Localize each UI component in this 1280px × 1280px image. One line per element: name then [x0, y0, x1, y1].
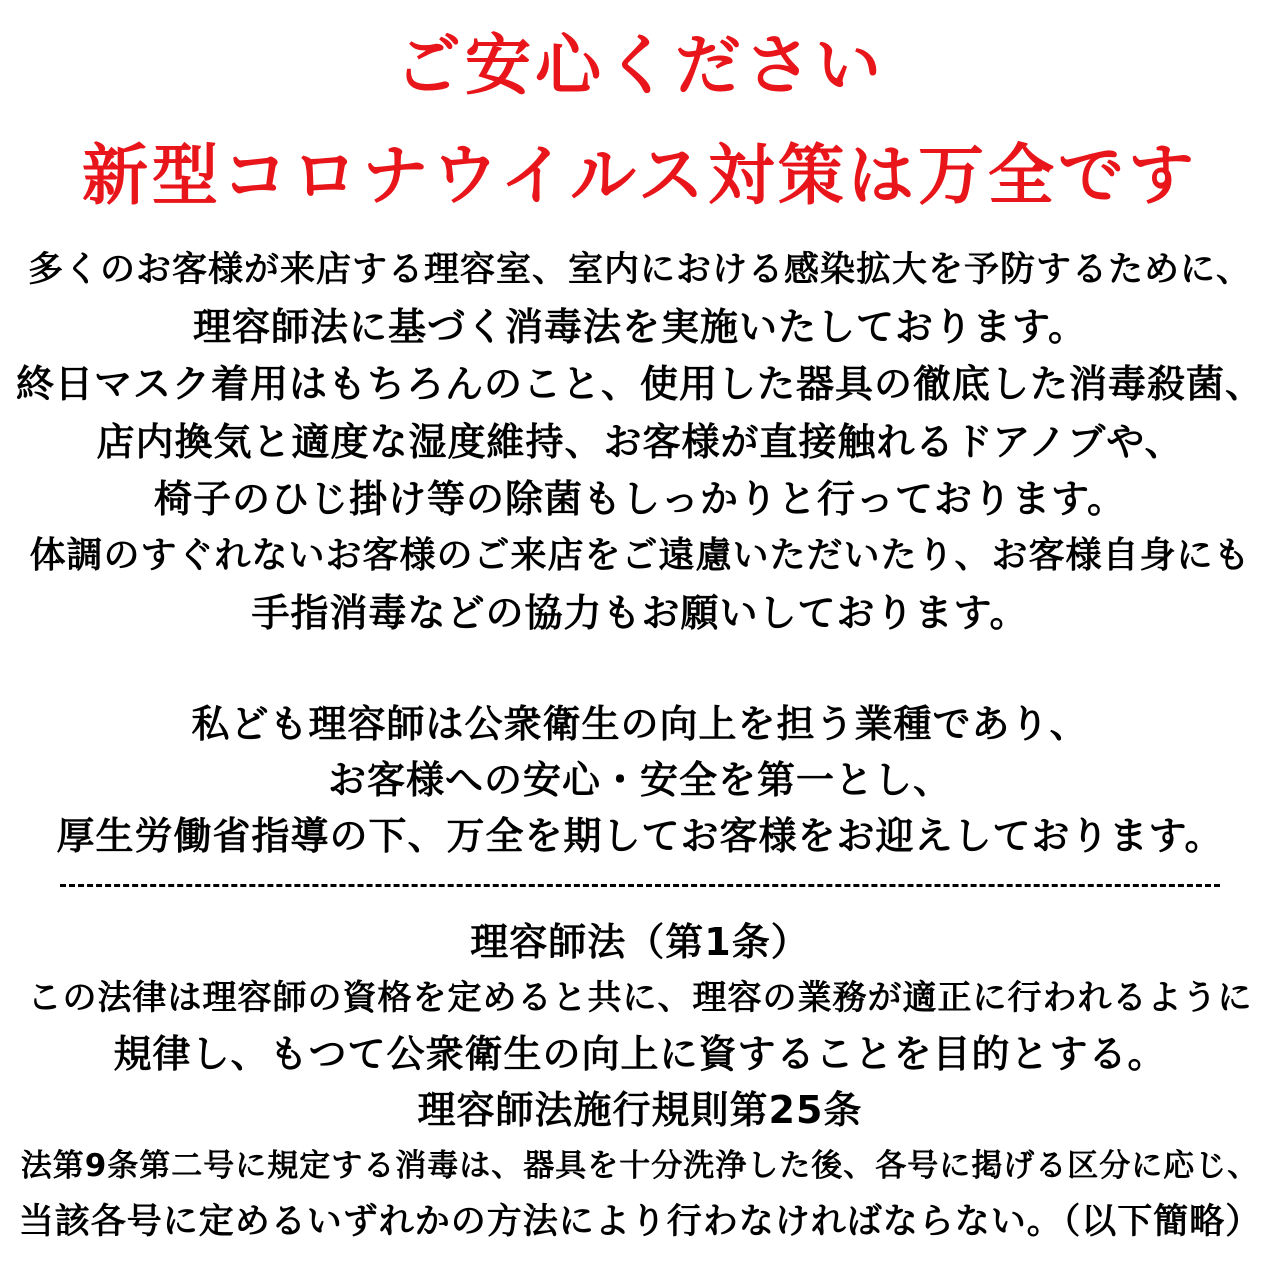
intro-line: 終日マスク着用はもちろんのこと、使用した器具の徹底した消毒殺菌、 [15, 362, 1265, 406]
dashed-divider [60, 884, 1220, 887]
intro-line: 多くのお客様が来店する理容室、室内における感染拡大を予防するために、 [27, 250, 1253, 290]
commitment-line: 厚生労働省指導の下、万全を期してお客様をお迎えしております。 [56, 814, 1224, 858]
law-rule25-text: 当該各号に定めるいずれかの方法により行わなければならない。（以下簡略） [18, 1202, 1262, 1242]
commitment-line: 私ども理容師は公衆衛生の向上を担う業種であり、 [191, 702, 1089, 746]
headline-line-2: 新型コロナウイルス対策は万全です [81, 137, 1199, 214]
headline-line-1: ご安心ください [395, 27, 885, 104]
law-article1-text: この法律は理容師の資格を定めると共に、理容の業務が適正に行われるように [27, 978, 1253, 1018]
commitment-line: お客様への安心・安全を第一とし、 [327, 758, 953, 802]
law-article1-title: 理容師法（第1条） [470, 920, 810, 964]
intro-line: 理容師法に基づく消毒法を実施いたしております。 [193, 305, 1087, 349]
law-article1-text: 規律し、もつて公衆衛生の向上に資することを目的とする。 [113, 1032, 1167, 1076]
law-rule25-text: 法第9条第二号に規定する消毒は、器具を十分洗浄した後、各号に掲げる区分に応じ、 [20, 1148, 1260, 1184]
intro-line: 店内換気と適度な湿度維持、お客様が直接触れるドアノブや、 [96, 420, 1184, 464]
law-rule25-title: 理容師法施行規則第25条 [417, 1088, 863, 1132]
intro-line: 椅子のひじ掛け等の除菌もしっかりと行っております。 [154, 477, 1126, 521]
intro-line: 体調のすぐれないお客様のご来店をご遠慮いただいたり、お客様自身にも [29, 535, 1251, 576]
intro-line: 手指消毒などの協力もお願いしております。 [251, 591, 1029, 635]
